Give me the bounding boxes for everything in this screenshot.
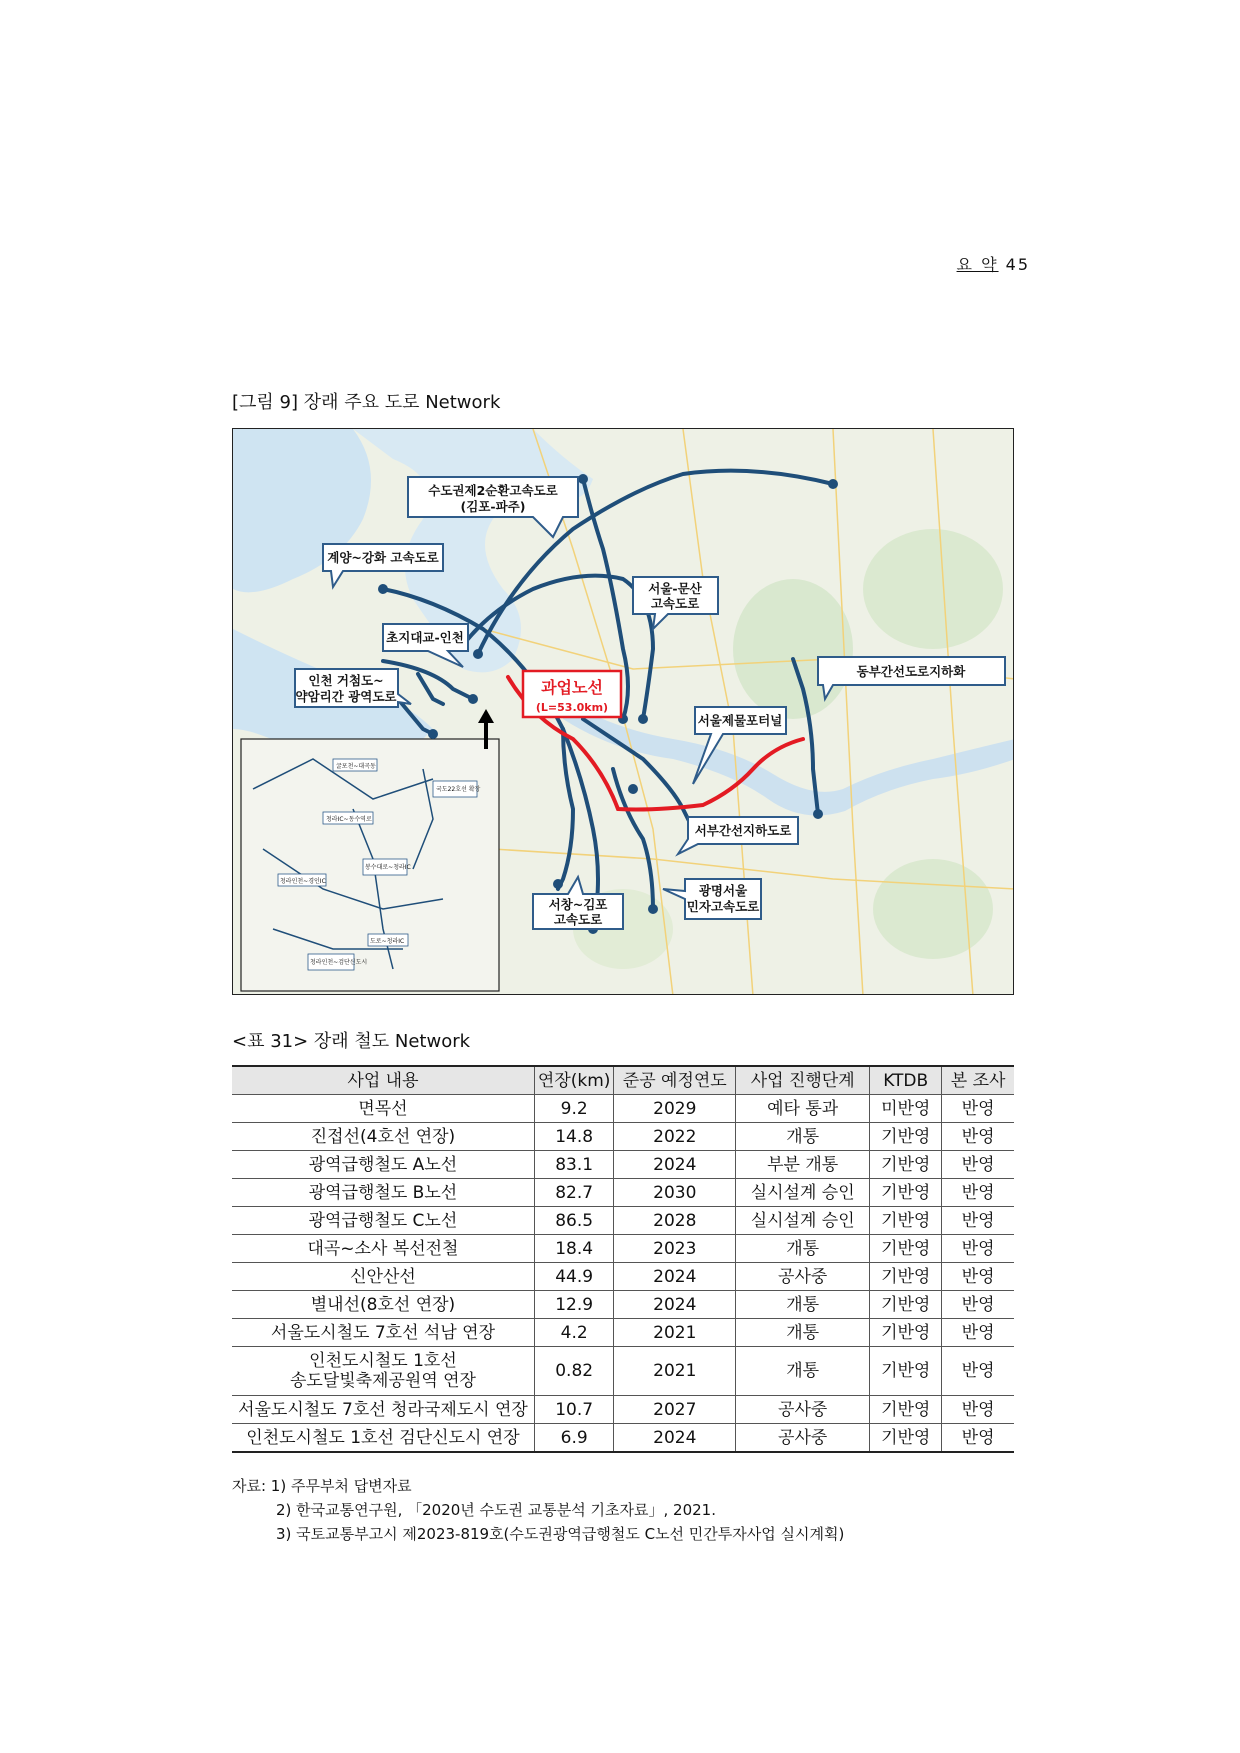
table-cell: 2029 [614,1095,736,1123]
table-row [232,1123,1014,1151]
label-choji: 초지대교-인천 [386,630,464,645]
table-header-row [232,1066,1014,1095]
table-row [232,1207,1014,1235]
inset-map [241,739,499,991]
table-row [232,1396,1014,1424]
table-cell: 86.5 [534,1207,613,1235]
table-row [232,1319,1014,1347]
table-cell: 2027 [614,1396,736,1424]
table-cell: 예타 통과 [736,1095,870,1123]
table-cell: 반영 [942,1207,1014,1235]
label-sudogwon-sub: (김포-파주) [460,499,526,514]
table-cell: 개통 [736,1319,870,1347]
table-cell: 기반영 [870,1151,942,1179]
table-cell: 미반영 [870,1095,942,1123]
label-seochang-sub: 고속도로 [553,912,603,927]
table-cell: 개통 [736,1235,870,1263]
table-cell: 기반영 [870,1424,942,1453]
table-cell: 2024 [614,1151,736,1179]
note-3: 3) 국토교통부고시 제2023-819호(수도권광역급행철도 C노선 민간투자사업 실시계획) [276,1525,845,1543]
table-cell: 개통 [736,1291,870,1319]
table-cell: 반영 [942,1151,1014,1179]
inset-label-8: 청라인천~검단신도시 [310,959,368,966]
table-cell: 기반영 [870,1263,942,1291]
table-cell: 82.7 [534,1179,613,1207]
table-cell: 반영 [942,1095,1014,1123]
cell-line: 송도달빛축제공원역 연장 [289,1371,476,1391]
table-cell: 기반영 [870,1123,942,1151]
table-cell: 기반영 [870,1207,942,1235]
table-cell: 2030 [614,1179,736,1207]
table-row [232,1151,1014,1179]
table-cell: 44.9 [534,1263,613,1291]
table-cell: 개통 [736,1123,870,1151]
table-cell: 서울도시철도 7호선 석남 연장 [232,1319,534,1347]
table-row [232,1424,1014,1453]
table-cell: 공사중 [736,1424,870,1453]
table-cell: 2022 [614,1123,736,1151]
col-header: 준공 예정연도 [614,1066,736,1095]
note-2: 2) 한국교통연구원, 「2020년 수도권 교통분석 기초자료」, 2021. [276,1501,716,1519]
col-header: 연장(km) [534,1066,613,1095]
table-cell: 반영 [942,1347,1014,1396]
table-cell: 광역급행철도 B노선 [232,1179,534,1207]
table-cell: 반영 [942,1235,1014,1263]
col-header: 본 조사 [942,1066,1014,1095]
table-cell: 기반영 [870,1291,942,1319]
table-cell: 반영 [942,1424,1014,1453]
label-gwangmyeong-sub: 민자고속도로 [686,899,760,914]
table-row [232,1263,1014,1291]
cell-line: 인천도시철도 1호선 [309,1351,457,1371]
inset-label-0: 굴포천~대곡동 [336,763,376,770]
table-cell: 기반영 [870,1179,942,1207]
label-gyeyang: 계양~강화 고속도로 [327,550,439,565]
label-seoul-munsan-sub: 고속도로 [650,596,700,611]
label-gwangmyeong: 광명서울 [698,883,748,898]
label-seoul-jemulpo: 서울제물포터널 [697,713,783,728]
page-header [930,252,1030,275]
figure-caption: [그림 9] 장래 주요 도로 Network [232,392,501,413]
inset-label-2: 청라IC~동수역로 [326,816,372,823]
inset-label-4: 청라인천~경인IC [280,878,326,885]
label-gwaeop: 과업노선 [541,678,603,697]
road-network-map [232,428,1014,995]
col-header: 사업 진행단계 [736,1066,870,1095]
table-cell: 12.9 [534,1291,613,1319]
label-gwaeop-sub: (L=53.0km) [535,701,609,714]
col-header: KTDB [870,1066,942,1095]
table-cell: 2024 [614,1424,736,1453]
table-cell: 공사중 [736,1396,870,1424]
table-cell [232,1347,534,1396]
table-cell: 6.9 [534,1424,613,1453]
table-cell: 대곡~소사 복선전철 [232,1235,534,1263]
page-number: 45 [1005,255,1030,274]
table-cell: 반영 [942,1291,1014,1319]
table-cell: 2021 [614,1319,736,1347]
table-cell: 반영 [942,1179,1014,1207]
table-cell: 면목선 [232,1095,534,1123]
label-seobu: 서부간선지하도로 [694,823,792,838]
table-cell: 반영 [942,1319,1014,1347]
table-cell: 기반영 [870,1396,942,1424]
label-incheon-geochyeom-sub: 약암리간 광역도로 [295,689,397,704]
table-cell: 개통 [736,1347,870,1396]
table-cell: 별내선(8호선 연장) [232,1291,534,1319]
table-cell: 2024 [614,1291,736,1319]
source-notes [232,1474,844,1546]
inset-label-3: 국도22호선 확장 [436,786,481,793]
label-incheon-geochyeom: 인천 거첨도~ [308,673,384,688]
rail-network-table [232,1065,1014,1453]
table-row [232,1347,1014,1396]
table-cell: 83.1 [534,1151,613,1179]
table-cell: 기반영 [870,1347,942,1396]
table-cell: 광역급행철도 A노선 [232,1151,534,1179]
callout-incheon-geochyeom [295,669,411,707]
table-cell: 4.2 [534,1319,613,1347]
table-cell: 신안산선 [232,1263,534,1291]
note-1: 자료: 1) 주무부처 답변자료 [232,1477,412,1495]
table-row [232,1291,1014,1319]
col-header: 사업 내용 [232,1066,534,1095]
table-cell: 진접선(4호선 연장) [232,1123,534,1151]
table-cell: 광역급행철도 C노선 [232,1207,534,1235]
table-cell: 실시설계 승인 [736,1179,870,1207]
table-cell: 0.82 [534,1347,613,1396]
table-cell: 2028 [614,1207,736,1235]
header-section: 요 약 [956,255,999,274]
table-cell: 인천도시철도 1호선 검단신도시 연장 [232,1424,534,1453]
inset-label-7: 도로~청라IC [370,938,405,945]
table-row [232,1235,1014,1263]
callout-gwaeop [523,671,621,717]
inset-label-5: 봉수대로~청라IC [365,864,411,871]
table-cell: 공사중 [736,1263,870,1291]
table-cell: 9.2 [534,1095,613,1123]
label-dongbu: 동부간선도로지하화 [856,664,966,679]
table-cell: 부분 개통 [736,1151,870,1179]
table-cell: 실시설계 승인 [736,1207,870,1235]
table-cell: 18.4 [534,1235,613,1263]
label-seoul-munsan: 서울-문산 [648,581,702,596]
table-cell: 반영 [942,1263,1014,1291]
table-cell: 2024 [614,1263,736,1291]
table-cell: 기반영 [870,1319,942,1347]
table-cell: 2023 [614,1235,736,1263]
table-cell: 반영 [942,1123,1014,1151]
table-row [232,1179,1014,1207]
table-cell: 서울도시철도 7호선 청라국제도시 연장 [232,1396,534,1424]
table-row [232,1095,1014,1123]
table-cell: 2021 [614,1347,736,1396]
label-sudogwon: 수도권제2순환고속도로 [428,483,558,498]
table-cell: 기반영 [870,1235,942,1263]
table-cell: 반영 [942,1396,1014,1424]
table-cell: 10.7 [534,1396,613,1424]
table-caption: <표 31> 장래 철도 Network [232,1031,471,1052]
label-seochang: 서창~김포 [548,897,608,912]
table-cell: 14.8 [534,1123,613,1151]
